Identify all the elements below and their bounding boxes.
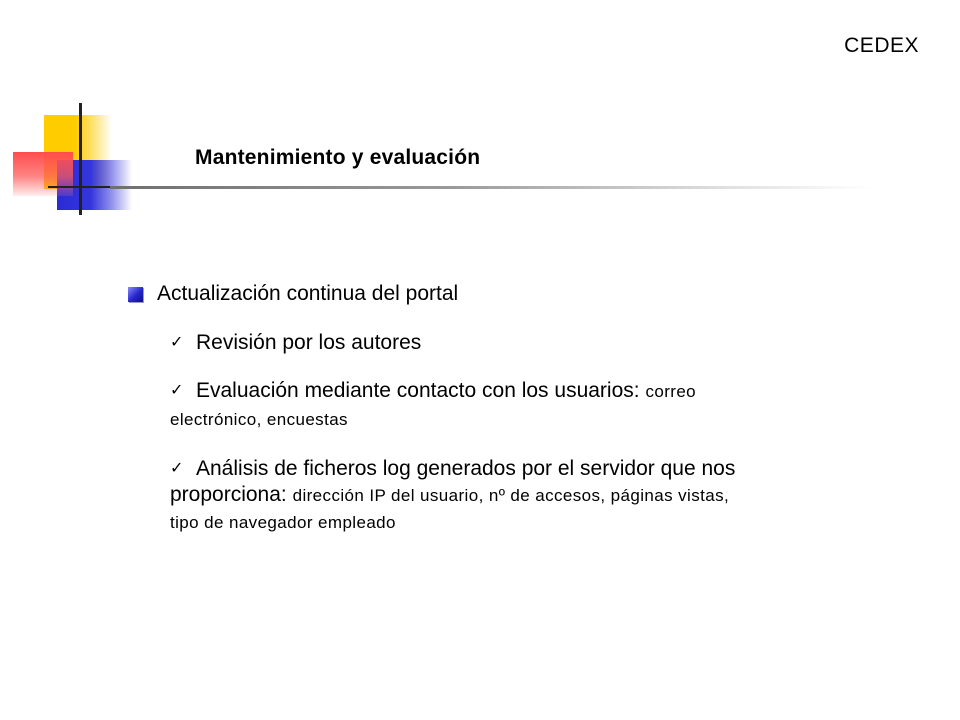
checkmark-icon: ✓ [170, 334, 184, 351]
slide-title: Mantenimiento y evaluación [195, 146, 481, 169]
square-bullet-icon [128, 287, 143, 302]
sub-item-evaluacion [170, 378, 870, 433]
title-underline-rule [110, 186, 872, 189]
sub-item-detail: dirección IP del usuario, nº de accesos, páginas vistas, [292, 486, 730, 505]
sub-item-text: proporciona: [170, 483, 287, 506]
logo-vertical-line [79, 103, 82, 215]
logo-red-square [13, 152, 73, 196]
bullet-item [128, 282, 458, 306]
logo-graphic [0, 0, 140, 230]
sub-item-text: Análisis de ficheros log generados por el servidor que nos [196, 457, 736, 480]
sub-item-text: Revisión por los autores [196, 331, 422, 354]
corner-label: CEDEX [844, 34, 919, 57]
checkmark-icon: ✓ [170, 460, 184, 477]
bullet-text: Actualización continua del portal [157, 282, 459, 305]
sub-item-detail: tipo de navegador empleado [170, 513, 396, 532]
sub-item-revision [170, 330, 421, 356]
sub-item-detail: electrónico, encuestas [170, 410, 348, 429]
sub-item-detail: correo [645, 382, 697, 401]
sub-item-text: Evaluación mediante contacto con los usuarios: [196, 379, 640, 402]
checkmark-icon: ✓ [170, 382, 184, 399]
sub-item-analisis [170, 456, 920, 536]
